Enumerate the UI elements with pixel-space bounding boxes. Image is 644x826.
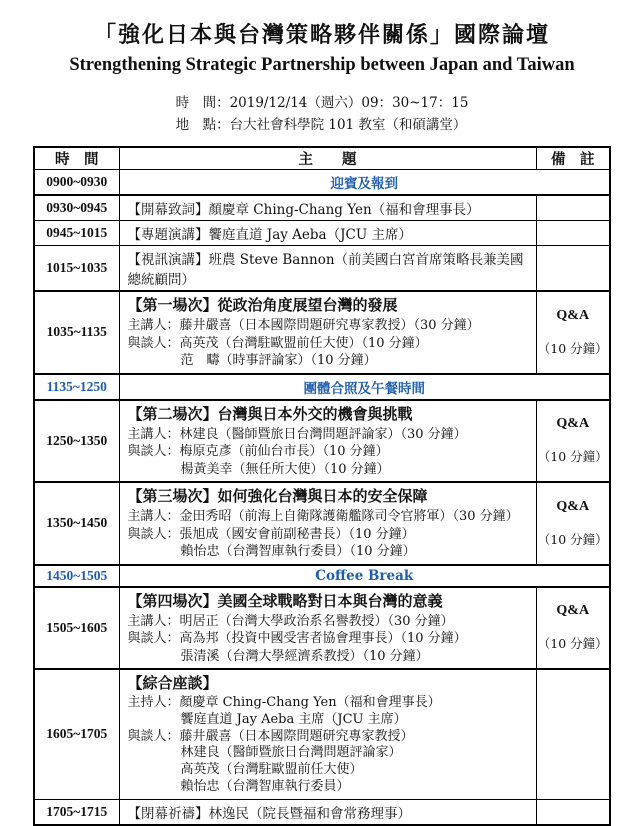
row-video-speech bbox=[34, 246, 610, 292]
topic-cell-opening: 【開幕致詞】顏慶章 Ching-Chang Yen（福和會理事長） bbox=[119, 195, 536, 221]
row-lunch bbox=[34, 374, 610, 400]
session-4-discussant: 張清溪（台灣大學經濟系教授）（10 分鐘） bbox=[180, 648, 429, 664]
topic-cell-video: 【視訊演講】班農 Steve Bannon（前美國白宮首席策略長兼美國總統顧問） bbox=[119, 246, 536, 292]
session-4-title: 【第四場次】美國全球戰略對日本與台灣的意義 bbox=[127, 591, 443, 610]
note-cell-empty bbox=[536, 669, 610, 799]
qa-label: Q&A bbox=[556, 307, 590, 323]
session-4-content bbox=[119, 587, 536, 670]
panel-discussant: 與談人：藤井嚴喜（日本國際問題研究專家教授） bbox=[127, 728, 414, 744]
panel-title: 【綜合座談】 bbox=[127, 674, 218, 692]
note-cell-empty bbox=[536, 799, 610, 825]
time-cell: 1035~1135 bbox=[34, 291, 119, 374]
panel-discussant: 林建良（醫師暨旅日台灣問題評論家） bbox=[180, 745, 402, 761]
row-keynote bbox=[34, 221, 610, 246]
page-subtitle: Strengthening Strategic Partnership between Japan and Taiwan bbox=[69, 55, 575, 75]
qa-duration: （10 分鐘） bbox=[537, 449, 608, 465]
session-3-qa bbox=[536, 482, 610, 565]
session-3-speaker: 主講人：金田秀昭（前海上自衛隊護衛艦隊司令官將軍）（30 分鐘） bbox=[127, 509, 519, 524]
row-coffee-break bbox=[34, 565, 610, 587]
qa-label: Q&A bbox=[556, 603, 590, 619]
header-note: 備 註 bbox=[536, 147, 610, 170]
row-session-2 bbox=[34, 400, 610, 483]
forum-agenda-page bbox=[0, 18, 644, 822]
row-opening bbox=[34, 195, 610, 221]
time-cell: 1250~1350 bbox=[34, 400, 119, 483]
row-closing bbox=[34, 799, 610, 825]
event-info bbox=[0, 92, 644, 136]
session-3-discussant: 賴怡忠（台灣智庫執行委員）（10 分鐘） bbox=[180, 544, 416, 559]
event-place-value: 台大社會科學院 101 教室（和碩講堂） bbox=[229, 117, 467, 133]
session-4-discussant: 與談人：高為邦（投資中國受害者協會理事長）（10 分鐘） bbox=[127, 631, 467, 646]
event-place-line bbox=[176, 114, 469, 136]
qa-duration: （10 分鐘） bbox=[537, 636, 608, 652]
session-4-qa bbox=[536, 587, 610, 670]
session-3-title: 【第三場次】如何強化台灣與日本的安全保障 bbox=[127, 487, 428, 505]
session-1-discussant: 范 疇（時事評論家）（10 分鐘） bbox=[180, 353, 377, 368]
session-2-qa bbox=[536, 400, 610, 483]
row-session-3 bbox=[34, 482, 610, 565]
topic-cell-coffee: Coffee Break bbox=[119, 565, 610, 587]
time-cell: 1450~1505 bbox=[34, 565, 119, 587]
row-session-1 bbox=[34, 291, 610, 374]
topic-cell-welcome: 迎賓及報到 bbox=[119, 170, 610, 196]
note-cell-empty bbox=[536, 221, 610, 246]
session-1-speaker: 主講人：藤井嚴喜（日本國際問題研究專家教授）（30 分鐘） bbox=[127, 318, 480, 333]
session-2-speaker: 主講人：林建良（醫師暨旅日台灣問題評論家）（30 分鐘） bbox=[127, 426, 467, 442]
row-welcome bbox=[34, 170, 610, 196]
table-header-row bbox=[34, 147, 610, 170]
agenda-table bbox=[33, 146, 611, 826]
session-3-content bbox=[119, 482, 536, 565]
qa-duration: （10 分鐘） bbox=[537, 531, 608, 547]
row-session-4 bbox=[34, 587, 610, 670]
event-place-label: 地 點： bbox=[175, 117, 230, 133]
time-cell: 0945~1015 bbox=[34, 221, 119, 246]
time-cell: 1015~1035 bbox=[34, 246, 119, 292]
session-2-discussant: 楊黃美幸（無任所大使）（10 分鐘） bbox=[180, 461, 390, 477]
panel-discussant: 高英茂（台灣駐歐盟前任大使） bbox=[180, 762, 363, 778]
session-4-speaker: 主講人：明居正（台灣大學政治系名譽教授）（30 分鐘） bbox=[127, 613, 454, 629]
qa-label: Q&A bbox=[556, 498, 590, 514]
panel-host: 饗庭直道 Jay Aeba 主席（JCU 主席） bbox=[180, 711, 407, 727]
topic-cell-lunch: 團體合照及午餐時間 bbox=[119, 374, 610, 400]
time-cell: 1505~1605 bbox=[34, 587, 119, 670]
event-time-label: 時 間： bbox=[175, 95, 230, 111]
time-cell: 1350~1450 bbox=[34, 482, 119, 565]
header-topic: 主 題 bbox=[119, 147, 536, 170]
event-time-value: 2019/12/14（週六）09：30~17：15 bbox=[229, 95, 469, 111]
time-cell: 0930~0945 bbox=[34, 195, 119, 221]
session-3-discussant: 與談人：張旭成（國安會前副秘書長）（10 分鐘） bbox=[127, 526, 415, 542]
panel-discussant: 賴怡忠（台灣智庫執行委員） bbox=[180, 778, 350, 794]
time-cell: 1135~1250 bbox=[34, 374, 119, 400]
topic-cell-keynote: 【專題演講】饗庭直道 Jay Aeba（JCU 主席） bbox=[119, 221, 536, 246]
qa-duration: （10 分鐘） bbox=[537, 340, 608, 356]
session-1-discussant: 與談人：高英茂（台灣駐歐盟前任大使）（10 分鐘） bbox=[127, 335, 428, 351]
note-cell-empty bbox=[536, 195, 610, 221]
event-time-line bbox=[176, 92, 469, 114]
session-1-qa bbox=[536, 291, 610, 374]
session-2-title: 【第二場次】台灣與日本外交的機會與挑戰 bbox=[127, 404, 413, 423]
qa-label: Q&A bbox=[556, 416, 590, 432]
row-panel-discussion bbox=[34, 669, 610, 799]
header-time: 時 間 bbox=[34, 147, 119, 170]
time-cell: 1705~1715 bbox=[34, 799, 119, 825]
session-1-content bbox=[119, 291, 536, 374]
time-cell: 0900~0930 bbox=[34, 170, 119, 196]
topic-cell-closing: 【閉幕祈禱】林逸民（院長暨福和會常務理事） bbox=[119, 799, 536, 825]
session-1-title: 【第一場次】從政治角度展望台灣的發展 bbox=[127, 296, 398, 314]
session-2-content bbox=[119, 400, 536, 483]
page-title: 「強化日本與台灣策略夥伴關係」國際論壇 bbox=[93, 22, 550, 48]
panel-content bbox=[119, 669, 536, 799]
session-2-discussant: 與談人：梅原克彥（前仙台市長）（10 分鐘） bbox=[127, 444, 389, 459]
panel-host: 主持人：顏慶章 Ching-Chang Yen（福和會理事長） bbox=[127, 695, 441, 710]
note-cell-empty bbox=[536, 246, 610, 292]
time-cell: 1605~1705 bbox=[34, 669, 119, 799]
